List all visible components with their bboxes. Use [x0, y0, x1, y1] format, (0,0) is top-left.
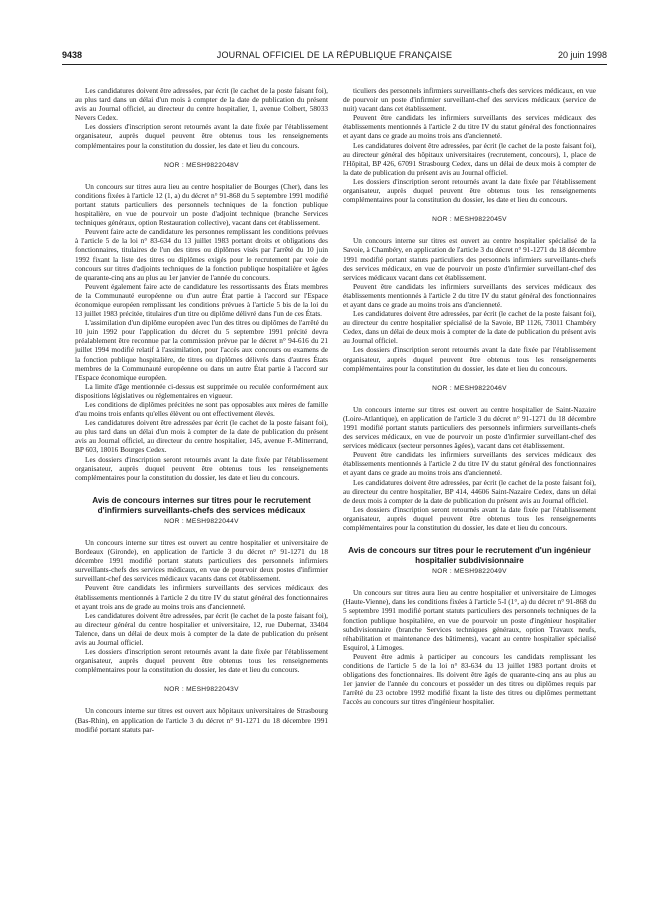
page-number: 9438 [62, 50, 83, 60]
paragraph: Les dossiers d'inscription seront retournés avant la date fixée par l'établissement organisateur, auprès duquel peuvent être obtenus tous les renseignements complémentaires pour la constitution du dossier, les date et lieu du concours. [75, 647, 328, 675]
paragraph: La limite d'âge mentionnée ci-dessus est supprimée ou reculée conformément aux dispositions législatives ou réglementaires en vigueur. [75, 381, 328, 400]
section-heading: Avis de concours sur titres pour le recrutement d'un ingénieur hospitalier subdivisionnaire [348, 546, 591, 566]
paragraph: Un concours interne sur titres est ouvert aux hôpitaux universitaires de Strasbourg (Bas-Rhin), en application de l'article 3 du décret n° 91-1271 du 18 décembre 1991 modifié portant statuts par- [75, 706, 328, 734]
paragraph: Un concours interne sur titres est ouvert au centre hospitalier de Saint-Nazaire (Loire-Atlantique), en application de l'article 3 du décret n° 91-1271 du 18 décembre 1991 modifié portant statuts particuliers des personnels infirmiers surveillants-chefs des services médicaux, en vue de pourvoir un poste d'infirmier surveillant-chef des services médicaux (secteur personnes âgées), vacant dans cet établissement. [343, 404, 596, 451]
paragraph: Les dossiers d'inscription seront retournés avant la date fixée par l'établissement organisateur, auprès duquel peuvent être obtenus tous les renseignements complémentaires pour la constitution du dossier, les date et lieu du concours. [75, 454, 328, 482]
nor-reference: NOR : MESH9822044V [164, 517, 239, 525]
issue-date: 20 juin 1998 [557, 50, 607, 60]
paragraph: Peuvent faire acte de candidature les personnes remplissant les conditions prévues à l'article 5 de la loi n° 83-634 du 13 juillet 1983 portant droits et obligations des fonctionnaires, titulaires de l'un des titres ou diplômes visés par l'arrêté du 10 juin 1992 fixant la liste des titres ou diplômes exigés pour le recrutement par voie de concours sur titres d'adjoints techniques de la fonction publique hospitalière et âgées de quarante-cinq ans au plus au 1er janvier de l'année du concours. [75, 227, 328, 282]
paragraph: Un concours interne sur titres est ouvert au centre hospitalier et universitaire de Bordeaux (Gironde), en application de l'article 3 du décret n° 91-1271 du 18 décembre 1991 modifié portant statuts particuliers des personnels infirmiers surveillants-chefs des services médicaux, en vue de pourvoir deux postes d'infirmier surveillant-chef des services médicaux vacants dans cet établissement. [75, 537, 328, 584]
paragraph: Les candidatures doivent être adressées, par écrit (le cachet de la poste faisant foi), au plus tard dans un délai d'un mois à compter de la date de publication du présent avis au Journal officiel, au directeur du centre hospitalier, 1, avenue Colbert, 58033 Nevers Cedex. [75, 86, 328, 123]
paragraph: Les candidatures doivent être adressées, par écrit (le cachet de la poste faisant foi), au directeur général du centre hospitalier et universitaire, 12, rue Dubernat, 33404 Talence, dans un délai de deux mois à compter de la date de publication du présent avis au Journal officiel. [75, 610, 328, 647]
paragraph: ticuliers des personnels infirmiers surveillants-chefs des services médicaux, en vue de pourvoir un poste d'infirmier surveillant-chef des services médicaux (service de nuit) vacant dans cet établissement. [343, 86, 596, 114]
paragraph: Peuvent également faire acte de candidature les ressortissants des États membres de la Communauté européenne ou d'un autre État partie à l'accord sur l'Espace économique européen remplissant les conditions prévues à l'article 5 bis de la loi du 13 juillet 1983 précitée, titulaires d'un titre ou diplôme délivré dans l'un de ces États. [75, 281, 328, 319]
paragraph-group [75, 706, 328, 733]
paragraph: Les candidatures doivent être adressées, par écrit (le cachet de la poste faisant foi), au directeur du centre hospitalier spécialisé de la Savoie, BP 1126, 73011 Chambéry Cedex, dans un délai de deux mois à compter de la date de publication du présent avis au Journal officiel. [343, 309, 596, 346]
paragraph-group [75, 86, 328, 150]
paragraph: Peuvent être candidats les infirmiers surveillants des services médicaux des établissements mentionnés à l'article 2 du titre IV du statut général des fonctionnaires et ayant dans ce grade au moins trois ans d'ancienneté. [343, 113, 596, 141]
paragraph: Peuvent être candidats les infirmiers surveillants des services médicaux des établissements mentionnés à l'article 2 du titre IV du statut général des fonctionnaires et ayant trois ans de grade au moins trois ans d'ancienneté. [75, 583, 328, 611]
journal-title: JOURNAL OFFICIEL DE LA RÉPUBLIQUE FRANÇAISE [216, 50, 453, 60]
right-column [343, 86, 596, 708]
paragraph: Un concours sur titres aura lieu au centre hospitalier et universitaire de Limoges (Haute-Vienne), dans les conditions fixées à l'article 5-I (1°, a) du décret n° 91-868 du 5 septembre 1991 modifié portant statuts particuliers des personnels techniques de la fonction publique hospitalière, en vue de pourvoir un poste d'ingénieur hospitalier subdivisionnaire (branche Services techniques généraux, option Travaux neufs, réhabilitation et maintenance des bâtiments), vacant au centre hospitalier spécialisé Esquirol, à Limoges. [343, 588, 596, 652]
paragraph-group [343, 405, 596, 532]
paragraph: Les dossiers d'inscription seront retournés avant la date fixée par l'établissement organisateur, auprès duquel peuvent être obtenus tous les renseignements complémentaires pour la constitution du dossier, les date et lieu du concours. [343, 345, 596, 373]
nor-reference: NOR : MESH9822046V [432, 384, 507, 392]
paragraph: Les dossiers d'inscription seront retournés avant la date fixée par l'établissement organisateur, auprès duquel peuvent être obtenus tous les renseignements complémentaires pour la constitution du dossier, les date et lieu du concours. [343, 504, 596, 533]
nor-reference: NOR : MESH9822048V [164, 161, 239, 169]
header-rule [62, 64, 607, 65]
left-column [75, 86, 328, 736]
paragraph-group [75, 182, 328, 482]
paragraph-group [343, 236, 596, 372]
section-heading: Avis de concours internes sur titres pour le recrutement d'infirmiers surveillants-chefs des services médicaux [92, 495, 311, 515]
paragraph: Peuvent être candidats les infirmiers surveillants des services médicaux des établissements mentionnés à l'article 2 du titre IV du statut général des fonctionnaires et ayant dans ce grade au moins trois ans d'ancienneté. [343, 450, 596, 478]
paragraph-group [75, 538, 328, 674]
nor-reference: NOR : MESH9822049V [432, 568, 507, 576]
nor-reference: NOR : MESH9822043V [164, 686, 239, 694]
paragraph: Les candidatures doivent être adressées, par écrit (le cachet de la poste faisant foi), au directeur général des hôpitaux universitaires (recrutement, concours), 1, place de l'Hôpital, BP 426, 67091 Strasbourg Cedex, dans un délai de deux mois à compter de la date de publication du présent avis au Journal officiel. [343, 140, 596, 177]
paragraph: Un concours interne sur titres est ouvert au centre hospitalier spécialisé de la Savoie, à Chambéry, en application de l'article 3 du décret n° 91-1271 du 18 décembre 1991 modifié portant statuts particuliers des personnels infirmiers surveillants-chefs des services médicaux, en vue de pourvoir un poste d'infirmier surveillant-chef des services médicaux vacant dans cet établissement. [343, 236, 596, 282]
paragraph: L'assimilation d'un diplôme européen avec l'un des titres ou diplômes de l'arrêté du 10 juin 1992 pour l'application du décret du 5 septembre 1991 précité devra préalablement être reconnue par la commission prévue par le décret n° 94-616 du 21 juillet 1994 modifié relatif à l'assimilation, pour l'accès aux concours ou examens de la fonction publique hospitalière, de titres ou diplômes délivrés dans d'autres États membres de la Communauté européenne ou dans un autre État partie à l'accord sur l'Espace économique européen. [75, 318, 328, 382]
paragraph: Peuvent être admis à participer au concours les candidats remplissant les conditions de l'article 5 de la loi n° 83-634 du 13 juillet 1983 portant droits et obligations des fonctionnaires. Ils doivent être âgés de quarante-cinq ans au plus au 1er janvier de l'année du concours et posséder un des titres ou diplômes requis par l'arrêté du 23 octobre 1992 modifié fixant la liste des titres ou diplômes permettant l'accès au concours sur titres d'ingénieur hospitalier. [343, 651, 596, 707]
paragraph: Peuvent être candidats les infirmiers surveillants des services médicaux des établissements mentionnés à l'article 2 du titre IV du statut général des fonctionnaires et ayant dans ce grade au moins trois ans d'ancienneté. [343, 281, 596, 309]
paragraph: Les conditions de diplômes précitées ne sont pas opposables aux mères de famille d'au moins trois enfants qu'elles élèvent ou ont effectivement élevés. [75, 400, 328, 419]
paragraph: Les dossiers d'inscription seront retournés avant la date fixée par l'établissement organisateur, auprès duquel peuvent être obtenus tous les renseignements complémentaires pour la constitution du dossier, les date et lieu du concours. [75, 122, 328, 150]
paragraph: Les dossiers d'inscription seront retournés avant la date fixée par l'établissement organisateur, auprès duquel peuvent être obtenus tous les renseignements complémentaires pour la constitution du dossier, les date et lieu du concours. [343, 176, 596, 205]
paragraph: Un concours sur titres aura lieu au centre hospitalier de Bourges (Cher), dans les conditions fixées à l'article 12 (1, a) du décret n° 91-868 du 5 septembre 1991 modifié portant statuts particuliers des personnels techniques de la fonction publique hospitalière, en vue de pourvoir un poste d'adjoint technique (branche Services techniques généraux, option Restauration collective), vacant dans cet établissement. [75, 181, 328, 228]
paragraph: Les candidatures doivent être adressées, par écrit (le cachet de la poste faisant foi), au directeur du centre hospitalier, BP 414, 44606 Saint-Nazaire Cedex, dans un délai de deux mois à compter de la date de publication du présent avis au Journal officiel. [343, 477, 596, 505]
nor-reference: NOR : MESH9822045V [432, 216, 507, 224]
paragraph: Les candidatures doivent être adressées par écrit (le cachet de la poste faisant foi), au plus tard dans un délai d'un mois à compter de la date de publication du présent avis au Journal officiel, au directeur du centre hospitalier, 145, avenue F.-Mitterrand, BP 603, 18016 Bourges Cedex. [75, 418, 328, 455]
paragraph-group [343, 86, 596, 204]
paragraph-group [343, 588, 596, 706]
